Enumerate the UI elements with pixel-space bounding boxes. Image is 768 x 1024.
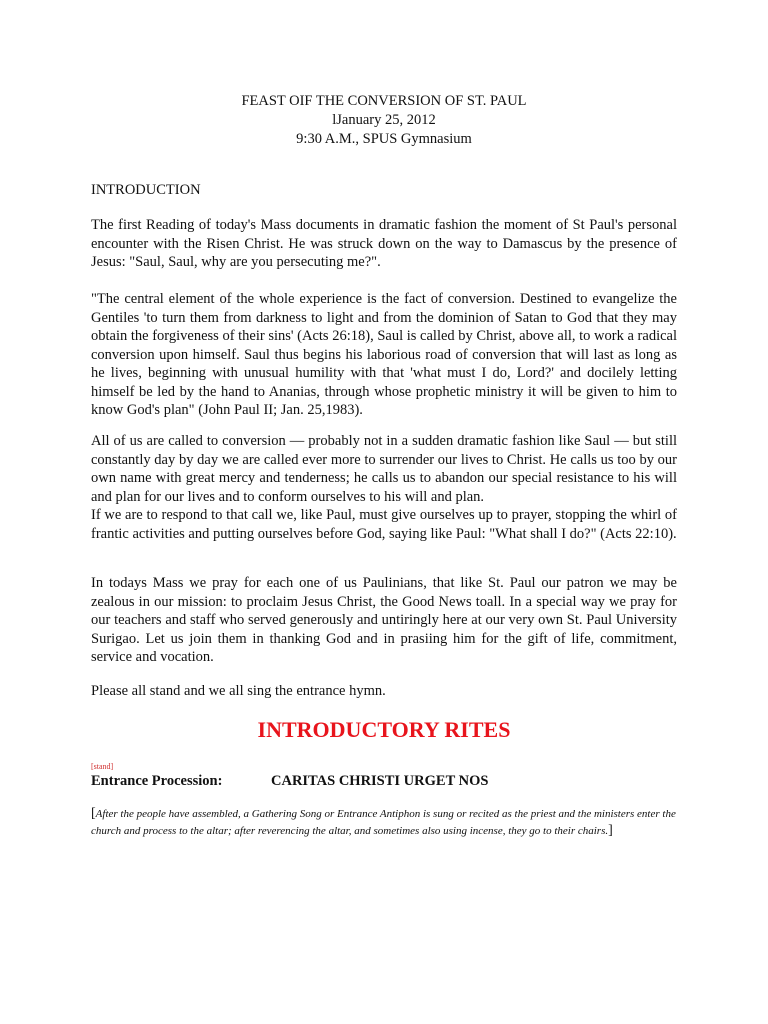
entrance-procession-label: Entrance Procession: xyxy=(91,773,223,789)
paragraph-please-stand: Please all stand and we all sing the entrance hymn. xyxy=(91,683,386,699)
introductory-rites-title: INTRODUCTORY RITES xyxy=(257,717,511,742)
paragraph-called-to-conversion xyxy=(91,432,677,543)
rubric-open-bracket: [ xyxy=(91,806,96,821)
feast-title: FEAST OIF THE CONVERSION OF ST. PAUL xyxy=(241,93,527,109)
paragraph-todays-mass: In todays Mass we pray for each one of us Paulinians, that like St. Paul our patron we may be zealous in our mission: to proclaim Jesus Christ, the Good News toall. In a special way we pray for our teachers and staff who served generously and untiringly here at our very own St. Paul University Surigao. Let us join them in thanking God and in prasiing him for the gift of life, commitment, service and vocation. xyxy=(91,575,677,665)
rubric-text: After the people have assembled, a Gathering Song or Entrance Antiphon is sung or recited as the priest and the ministers enter the church and process to the altar; after reverencing the altar, and sometimes also using incense, they go to their chairs. xyxy=(91,808,676,837)
paragraph-first-reading: The first Reading of today's Mass documents in dramatic fashion the moment of St Paul's personal encounter with the Risen Christ. He was struck down on the way to Damascus by the presence of Jesus: "Saul, Saul, why are you persecuting me?". xyxy=(91,217,677,270)
entrance-rubric xyxy=(91,806,691,839)
stand-note: [stand] xyxy=(91,762,114,771)
entrance-hymn-title: CARITAS CHRISTI URGET NOS xyxy=(271,773,489,789)
paragraph-respond-text: If we are to respond to that call we, like Paul, must give ourselves up to prayer, stopping the whirl of frantic activities and putting ourselves before God, saying like Paul: "What shall I do?" (Acts 22:10). xyxy=(91,507,677,542)
feast-time-place: 9:30 A.M., SPUS Gymnasium xyxy=(296,131,472,147)
paragraph-conversion-quote: "The central element of the whole experience is the fact of conversion. Destined to evangelize the Gentiles 'to turn them from darkness to light and from the dominion of Satan to God that they may obtain the forgiveness of their sins' (Acts 26:18), Saul is called by Christ, above all, to work a radical conversion upon himself. Saul thus begins his laborious road of conversion that will last as long as he lives, beginning with unusual humility with that 'what must I do, Lord?' and docilely letting himself be led by the hand to Ananias, through whose prophetic ministry it will be given to him to know God's plan" (John Paul II; Jan. 25,1983). xyxy=(91,291,677,418)
document-header xyxy=(0,92,768,149)
paragraph-called-text: All of us are called to conversion — probably not in a sudden dramatic fashion like Saul — but still constantly day by day we are called ever more to surrender our lives to Christ. He calls us too by our own name with great mercy and tenderness; he calls us to abandon our special resistance to his will and plan for our lives and to conform ourselves to his will and plan. xyxy=(91,433,677,505)
rubric-close-bracket: ] xyxy=(608,822,613,838)
introduction-heading: INTRODUCTION xyxy=(91,182,201,198)
feast-date: lJanuary 25, 2012 xyxy=(332,112,436,128)
